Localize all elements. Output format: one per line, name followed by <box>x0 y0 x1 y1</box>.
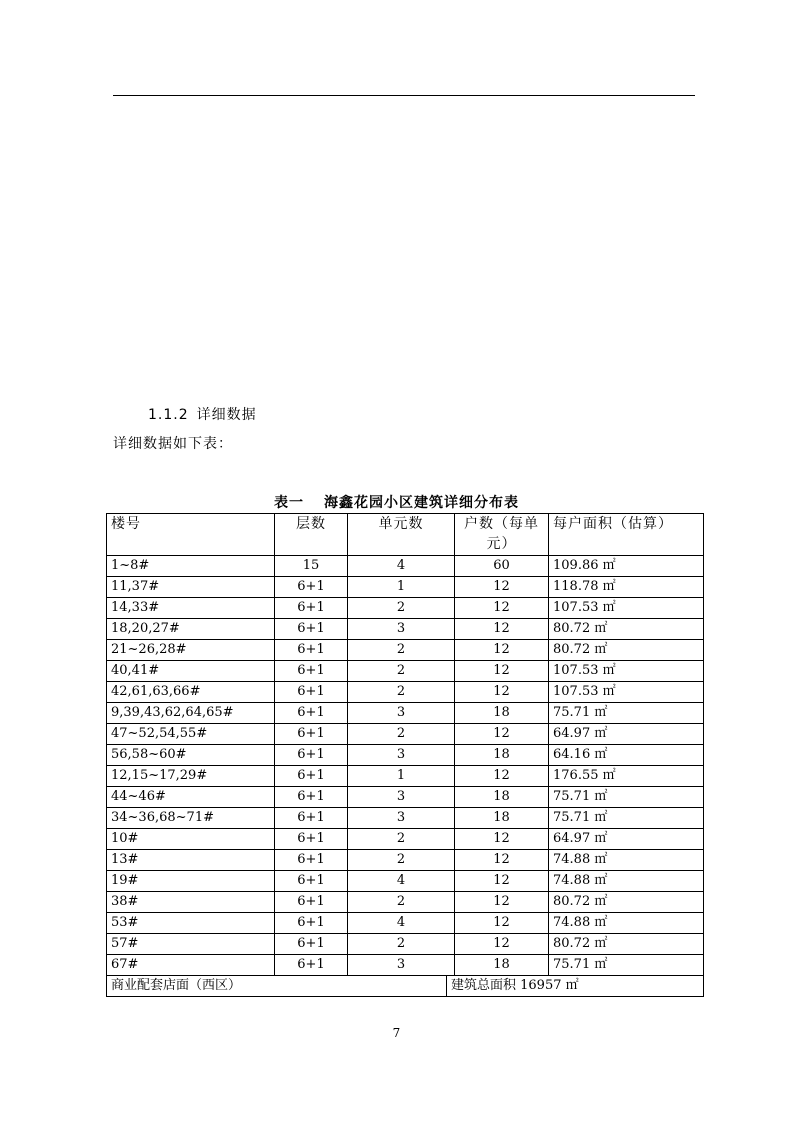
cell-floors: 6+1 <box>275 724 348 745</box>
table-footer-row <box>107 976 704 997</box>
cell-floors: 6+1 <box>275 955 348 976</box>
cell-floors: 6+1 <box>275 808 348 829</box>
cell-building-no: 18,20,27# <box>107 619 275 640</box>
table-row <box>107 682 704 703</box>
cell-households: 12 <box>455 913 549 934</box>
cell-area: 75.71 ㎡ <box>549 808 704 829</box>
cell-units: 2 <box>348 892 455 913</box>
cell-units: 3 <box>348 787 455 808</box>
cell-floors: 6+1 <box>275 640 348 661</box>
cell-building-no: 44~46# <box>107 787 275 808</box>
header-rule <box>113 95 695 96</box>
cell-units: 4 <box>348 871 455 892</box>
cell-units: 2 <box>348 934 455 955</box>
cell-building-no: 67# <box>107 955 275 976</box>
table-row <box>107 577 704 598</box>
cell-households: 12 <box>455 682 549 703</box>
table-row <box>107 619 704 640</box>
cell-units: 3 <box>348 703 455 724</box>
table-row <box>107 787 704 808</box>
cell-floors: 6+1 <box>275 703 348 724</box>
cell-floors: 6+1 <box>275 766 348 787</box>
cell-units: 2 <box>348 598 455 619</box>
cell-area: 64.16 ㎡ <box>549 745 704 766</box>
cell-building-no: 56,58~60# <box>107 745 275 766</box>
table-row <box>107 766 704 787</box>
column-header: 户数（每单元） <box>455 514 549 556</box>
cell-units: 3 <box>348 745 455 766</box>
cell-units: 1 <box>348 577 455 598</box>
cell-households: 12 <box>455 619 549 640</box>
cell-building-no: 42,61,63,66# <box>107 682 275 703</box>
cell-area: 176.55 ㎡ <box>549 766 704 787</box>
cell-building-no: 40,41# <box>107 661 275 682</box>
cell-building-no: 13# <box>107 850 275 871</box>
cell-area: 75.71 ㎡ <box>549 787 704 808</box>
cell-area: 80.72 ㎡ <box>549 619 704 640</box>
table-row <box>107 640 704 661</box>
cell-households: 18 <box>455 703 549 724</box>
cell-area: 107.53 ㎡ <box>549 598 704 619</box>
cell-units: 3 <box>348 955 455 976</box>
cell-building-no: 47~52,54,55# <box>107 724 275 745</box>
table-row <box>107 934 704 955</box>
cell-households: 12 <box>455 850 549 871</box>
cell-area: 64.97 ㎡ <box>549 829 704 850</box>
cell-building-no: 21~26,28# <box>107 640 275 661</box>
cell-building-no: 1~8# <box>107 556 275 577</box>
cell-households: 12 <box>455 934 549 955</box>
cell-floors: 6+1 <box>275 598 348 619</box>
table-row <box>107 808 704 829</box>
table-row <box>107 598 704 619</box>
cell-units: 2 <box>348 682 455 703</box>
cell-area: 75.71 ㎡ <box>549 955 704 976</box>
table-row <box>107 703 704 724</box>
cell-households: 12 <box>455 871 549 892</box>
cell-building-no: 19# <box>107 871 275 892</box>
table-row <box>107 556 704 577</box>
cell-floors: 6+1 <box>275 934 348 955</box>
cell-area: 80.72 ㎡ <box>549 640 704 661</box>
table-row <box>107 661 704 682</box>
cell-area: 74.88 ㎡ <box>549 871 704 892</box>
cell-building-no: 12,15~17,29# <box>107 766 275 787</box>
cell-area: 80.72 ㎡ <box>549 934 704 955</box>
cell-building-no: 10# <box>107 829 275 850</box>
column-header: 楼号 <box>107 514 275 556</box>
cell-floors: 6+1 <box>275 829 348 850</box>
cell-area: 74.88 ㎡ <box>549 850 704 871</box>
table-row <box>107 871 704 892</box>
column-header: 层数 <box>275 514 348 556</box>
cell-units: 2 <box>348 661 455 682</box>
column-header: 单元数 <box>348 514 455 556</box>
cell-area: 64.97 ㎡ <box>549 724 704 745</box>
column-header: 每户面积（估算） <box>549 514 704 556</box>
table-header-row <box>107 514 704 556</box>
cell-floors: 6+1 <box>275 745 348 766</box>
cell-households: 12 <box>455 766 549 787</box>
cell-floors: 15 <box>275 556 348 577</box>
cell-building-no: 14,33# <box>107 598 275 619</box>
page-number: 7 <box>392 1026 401 1040</box>
cell-area: 80.72 ㎡ <box>549 892 704 913</box>
cell-households: 18 <box>455 808 549 829</box>
cell-building-no: 57# <box>107 934 275 955</box>
cell-floors: 6+1 <box>275 682 348 703</box>
intro-paragraph: 详细数据如下表： <box>113 436 233 452</box>
table-row <box>107 913 704 934</box>
cell-households: 12 <box>455 577 549 598</box>
cell-building-no: 9,39,43,62,64,65# <box>107 703 275 724</box>
cell-building-no: 34~36,68~71# <box>107 808 275 829</box>
cell-households: 12 <box>455 829 549 850</box>
section-heading <box>148 404 257 424</box>
cell-building-no: 11,37# <box>107 577 275 598</box>
commercial-label: 商业配套店面（西区） <box>107 976 447 997</box>
cell-floors: 6+1 <box>275 892 348 913</box>
section-number: 1.1.2 <box>148 407 189 423</box>
table-row <box>107 892 704 913</box>
cell-units: 2 <box>348 850 455 871</box>
cell-units: 2 <box>348 724 455 745</box>
cell-building-no: 53# <box>107 913 275 934</box>
cell-floors: 6+1 <box>275 871 348 892</box>
cell-units: 2 <box>348 829 455 850</box>
cell-floors: 6+1 <box>275 661 348 682</box>
cell-area: 107.53 ㎡ <box>549 661 704 682</box>
cell-area: 74.88 ㎡ <box>549 913 704 934</box>
cell-area: 118.78 ㎡ <box>549 577 704 598</box>
cell-floors: 6+1 <box>275 913 348 934</box>
cell-area: 75.71 ㎡ <box>549 703 704 724</box>
cell-building-no: 38# <box>107 892 275 913</box>
cell-households: 12 <box>455 598 549 619</box>
cell-units: 4 <box>348 556 455 577</box>
cell-units: 4 <box>348 913 455 934</box>
cell-floors: 6+1 <box>275 850 348 871</box>
building-table <box>106 513 704 997</box>
cell-households: 18 <box>455 787 549 808</box>
cell-floors: 6+1 <box>275 577 348 598</box>
cell-households: 12 <box>455 661 549 682</box>
table-row <box>107 955 704 976</box>
cell-households: 12 <box>455 724 549 745</box>
table-caption-label: 表一 <box>274 495 304 511</box>
total-area: 建筑总面积 16957 ㎡ <box>447 976 704 997</box>
cell-units: 2 <box>348 640 455 661</box>
cell-units: 3 <box>348 619 455 640</box>
table-caption-title: 海鑫花园小区建筑详细分布表 <box>324 495 519 511</box>
cell-households: 18 <box>455 955 549 976</box>
cell-households: 60 <box>455 556 549 577</box>
cell-units: 1 <box>348 766 455 787</box>
table-row <box>107 829 704 850</box>
table-caption <box>0 492 793 512</box>
section-title: 详细数据 <box>196 407 257 423</box>
cell-households: 12 <box>455 640 549 661</box>
table-row <box>107 745 704 766</box>
cell-households: 12 <box>455 892 549 913</box>
cell-floors: 6+1 <box>275 787 348 808</box>
cell-floors: 6+1 <box>275 619 348 640</box>
cell-units: 3 <box>348 808 455 829</box>
cell-area: 109.86 ㎡ <box>549 556 704 577</box>
cell-area: 107.53 ㎡ <box>549 682 704 703</box>
table-row <box>107 850 704 871</box>
cell-households: 18 <box>455 745 549 766</box>
table-row <box>107 724 704 745</box>
